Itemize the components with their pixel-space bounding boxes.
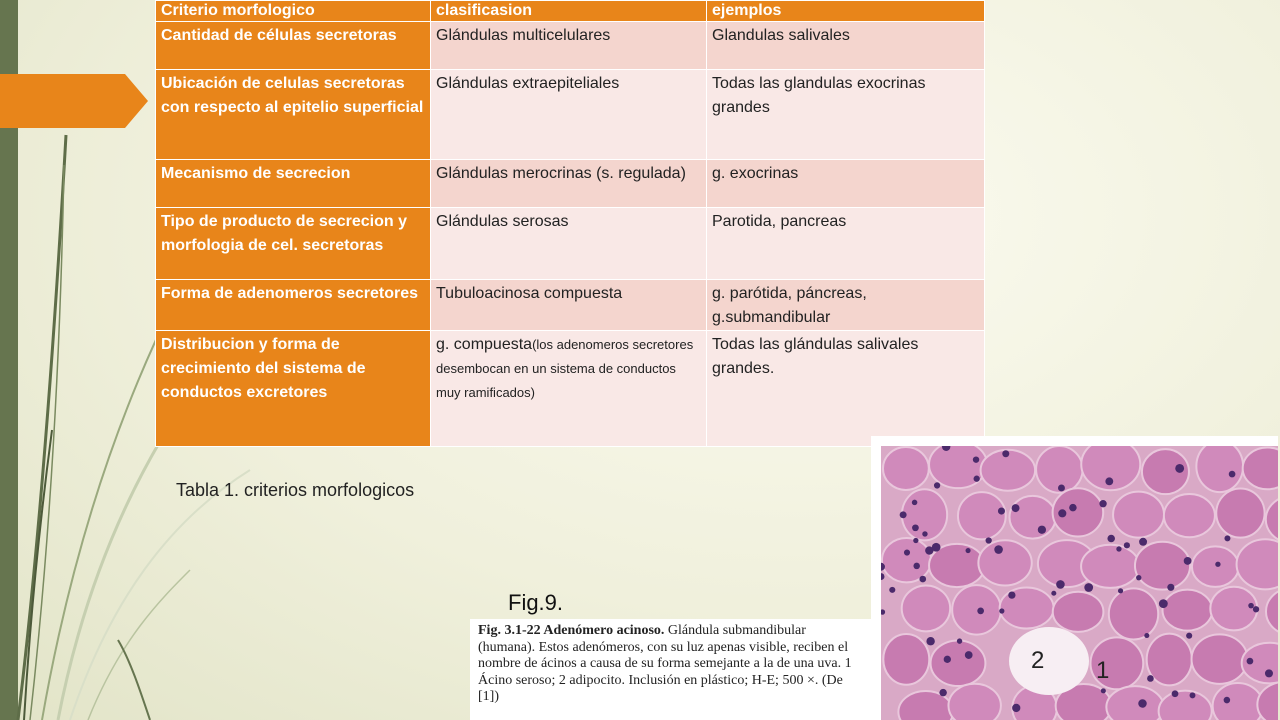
acinus-shape (1081, 545, 1139, 588)
classification-text: g. compuesta (436, 336, 533, 353)
criterion-cell: Cantidad de células secretoras (156, 22, 431, 70)
acinus-shape (931, 641, 986, 687)
table-row (156, 280, 985, 331)
nucleus-dot (1248, 603, 1254, 609)
micrograph-drawing (881, 446, 1278, 720)
table-header-row (156, 1, 985, 22)
nucleus-dot (1144, 633, 1149, 638)
nucleus-dot (1118, 588, 1123, 593)
acinus-shape (1113, 492, 1164, 538)
nucleus-dot (1058, 484, 1065, 491)
table-row (156, 70, 985, 160)
nucleus-dot (1190, 692, 1196, 698)
table-row (156, 22, 985, 70)
table-row (156, 331, 985, 447)
nucleus-dot (1107, 535, 1115, 543)
acinus-shape (948, 684, 1000, 720)
acinus-shape (1164, 494, 1215, 537)
table-caption: Tabla 1. criterios morfologicos (176, 480, 415, 500)
micrograph-image (871, 436, 1278, 720)
criterion-cell: Forma de adenomeros secretores (156, 280, 431, 331)
nucleus-dot (1084, 583, 1093, 592)
classification-cell: Tubuloacinosa compuesta (431, 280, 707, 331)
acinus-shape (882, 538, 931, 582)
figure-label: Fig.9. (508, 590, 564, 615)
example-cell: Todas las glandulas exocrinas grandes (707, 70, 985, 160)
header-criterio: Criterio morfologico (156, 1, 431, 22)
nucleus-dot (1069, 504, 1077, 512)
nucleus-dot (904, 549, 910, 555)
header-clasificacion: clasificasion (431, 1, 707, 22)
acinus-shape (1210, 587, 1257, 631)
nucleus-dot (1105, 477, 1113, 485)
nucleus-dot (913, 563, 920, 570)
nucleus-dot (986, 537, 992, 543)
nucleus-dot (1051, 591, 1056, 596)
classification-cell (431, 331, 707, 447)
nucleus-dot (999, 608, 1004, 613)
nucleus-dot (965, 651, 973, 659)
nucleus-dot (922, 531, 927, 536)
figure-caption (470, 619, 871, 720)
nucleus-dot (1186, 633, 1192, 639)
acinus-shape (1163, 590, 1213, 631)
table-row (156, 160, 985, 208)
nucleus-dot (913, 538, 918, 543)
nucleus-dot (1136, 575, 1141, 580)
nucleus-dot (1159, 599, 1168, 608)
nucleus-dot (1058, 509, 1066, 517)
acinus-shape (1213, 683, 1263, 720)
nucleus-dot (957, 638, 962, 643)
nucleus-dot (1002, 450, 1009, 457)
nucleus-dot (1139, 538, 1147, 546)
nucleus-dot (934, 482, 940, 488)
nucleus-dot (1265, 669, 1273, 677)
nucleus-dot (1116, 546, 1121, 551)
nucleus-dot (939, 689, 946, 696)
example-cell: Todas las glándulas salivales grandes. (707, 331, 985, 447)
adipocyte-space (1009, 627, 1089, 695)
acinus-shape (1135, 542, 1190, 590)
figure-caption-text: Glándula submandibular (humana). Estos adenómeros, con su luz apenas visible, reciben el nombre de ácinos a causa de su forma semejante a la de una uva. 1 Ácino seroso; 2 adipocito. Inclusión en plástico; H-E; 500 ×. (De [1]) (478, 623, 852, 704)
nucleus-dot (973, 456, 979, 462)
classification-cell: Glándulas multicelulares (431, 22, 707, 70)
acinus-shape (902, 585, 950, 631)
nucleus-dot (1008, 591, 1015, 598)
figure-caption-title: Fig. 3.1-22 Adenómero acinoso. (478, 623, 665, 638)
nucleus-dot (1099, 500, 1106, 507)
acinus-shape (952, 585, 1001, 634)
nucleus-dot (900, 511, 907, 518)
acinus-shape (883, 447, 929, 490)
nucleus-dot (926, 637, 934, 645)
nucleus-dot (1247, 658, 1254, 665)
nucleus-dot (1215, 562, 1220, 567)
nucleus-dot (1147, 675, 1154, 682)
nucleus-dot (1138, 699, 1146, 707)
nucleus-dot (1101, 688, 1106, 693)
example-cell: Glandulas salivales (707, 22, 985, 70)
classification-cell: Glándulas merocrinas (s. regulada) (431, 160, 707, 208)
nucleus-dot (912, 500, 918, 506)
table-row (156, 208, 985, 280)
acinus-shape (1010, 496, 1056, 539)
nucleus-dot (1056, 580, 1065, 589)
orange-tab-accent (0, 74, 148, 128)
nucleus-dot (965, 548, 970, 553)
classification-cell: Glándulas serosas (431, 208, 707, 280)
nucleus-dot (919, 576, 926, 583)
nucleus-dot (1253, 606, 1259, 612)
acinus-shape (1216, 488, 1264, 537)
acinus-shape (1109, 588, 1158, 639)
nucleus-dot (998, 507, 1005, 514)
nucleus-dot (1012, 504, 1020, 512)
nucleus-dot (977, 608, 984, 615)
criteria-table (155, 0, 985, 447)
criterion-cell: Distribucion y forma de crecimiento del sistema de conductos excretores (156, 331, 431, 447)
header-ejemplos: ejemplos (707, 1, 985, 22)
nucleus-dot (1012, 704, 1020, 712)
nucleus-dot (1184, 557, 1192, 565)
nucleus-dot (1224, 697, 1231, 704)
nucleus-dot (1038, 526, 1046, 534)
nucleus-dot (1124, 542, 1130, 548)
nucleus-dot (944, 656, 951, 663)
example-cell: g. exocrinas (707, 160, 985, 208)
nucleus-dot (1167, 584, 1174, 591)
acinus-shape (1192, 546, 1239, 586)
acinus-shape (958, 492, 1006, 539)
acinus-shape (978, 540, 1031, 585)
example-cell: g. parótida, páncreas, g.submandibular (707, 280, 985, 331)
classification-note: (los adenomeros secretores desembocan en un sistema de conductos muy ramificados) (436, 337, 694, 400)
acinus-shape (1053, 592, 1104, 632)
criterion-cell: Ubicación de celulas secretoras con respecto al epitelio superficial (156, 70, 431, 160)
acinus-shape (1000, 587, 1054, 628)
nucleus-dot (1175, 464, 1184, 473)
nucleus-dot (974, 476, 980, 482)
nucleus-dot (889, 587, 895, 593)
nucleus-dot (1224, 535, 1230, 541)
nucleus-dot (994, 545, 1003, 554)
nucleus-dot (932, 543, 941, 552)
criterion-cell: Mecanismo de secrecion (156, 160, 431, 208)
acinus-shape (883, 634, 929, 685)
acinus-shape (1106, 686, 1163, 720)
acinus-shape (1192, 634, 1248, 683)
nucleus-dot (1172, 690, 1179, 697)
acinus-shape (929, 446, 987, 488)
acinus-shape (1196, 446, 1243, 492)
marker-1: 1 (1096, 657, 1110, 684)
nucleus-dot (912, 524, 919, 531)
marker-2: 2 (1031, 647, 1045, 674)
nucleus-dot (1229, 471, 1236, 478)
classification-cell: Glándulas extraepiteliales (431, 70, 707, 160)
example-cell: Parotida, pancreas (707, 208, 985, 280)
criterion-cell: Tipo de producto de secrecion y morfologia de cel. secretoras (156, 208, 431, 280)
